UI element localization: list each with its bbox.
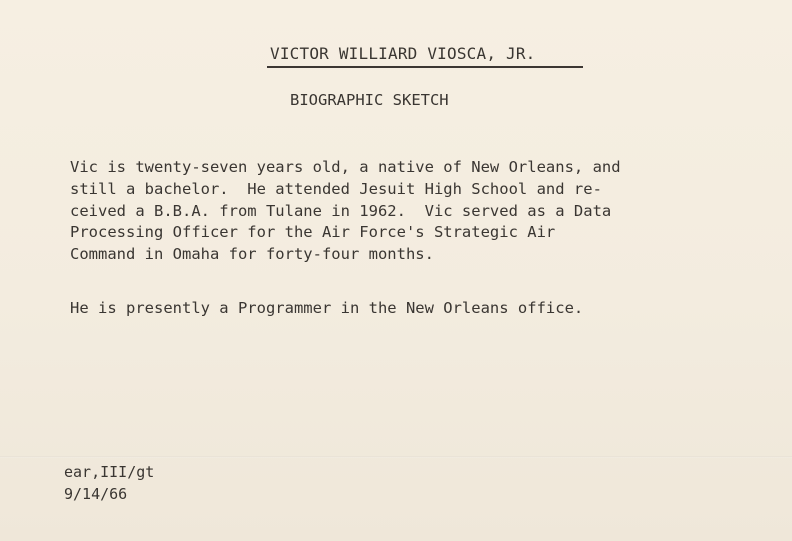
body-paragraph-2: He is presently a Programmer in the New Orleans office. [70, 299, 584, 317]
document-date: 9/14/66 [64, 485, 128, 503]
reference-block [64, 461, 154, 505]
title-underline [267, 66, 583, 68]
body-line: ceived a B.B.A. from Tulane in 1962. Vic served as a Data [70, 201, 612, 220]
body-line: Command in Omaha for forty-four months. [70, 245, 434, 264]
document-title: VICTOR WILLIARD VIOSCA, JR. [270, 44, 536, 63]
body-line: still a bachelor. He attended Jesuit High School and re- [70, 179, 602, 198]
document-subtitle: BIOGRAPHIC SKETCH [290, 91, 449, 109]
body-paragraph-1 [70, 157, 790, 266]
reference-initials: ear,III/gt [64, 463, 155, 481]
paper-fold-line [0, 456, 792, 458]
body-line: Vic is twenty-seven years old, a native of New Orleans, and [70, 158, 621, 176]
body-line: Processing Officer for the Air Force's Strategic Air [70, 223, 556, 242]
